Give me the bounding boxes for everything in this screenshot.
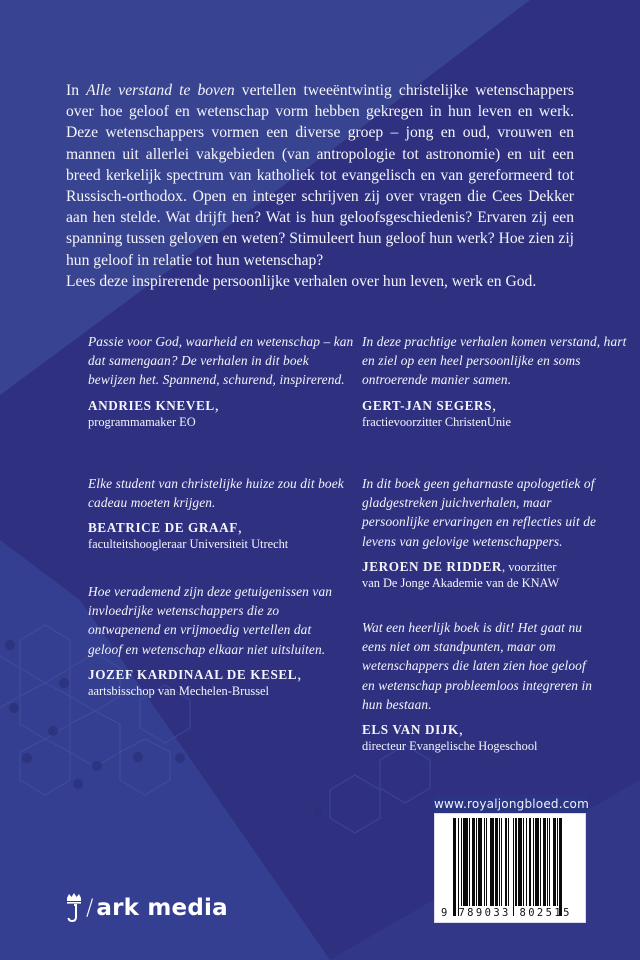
endorsement-quote: Wat een heerlijk boek is dit! Het gaat nu eens niet om standpunten, maar om wetenschappers die laten zien hoe geloof en wetenschap probleemloos integreren in hun bestaan. ELS VAN DIJK, directeur Evangelische Hogeschool bbox=[362, 618, 602, 754]
quote-text: Hoe verademend zijn deze getuigenissen van invloedrijke wetenschappers die zo ontwapenend en vrijmoedig vertellen dat geloof en wetenschap elkaar niet uitsluiten. bbox=[88, 584, 333, 657]
quote-author: JEROEN DE RIDDER bbox=[362, 558, 503, 574]
quote-author-role: fractievoorzitter ChristenUnie bbox=[362, 414, 511, 429]
quote-author: JOZEF KARDINAAL DE KESEL bbox=[88, 666, 298, 682]
endorsement-quote: Hoe verademend zijn deze getuigenissen van invloedrijke wetenschappers die zo ontwapenend en vrijmoedig vertellen dat geloof en wetenschap elkaar niet uitsluiten. JOZEF KARDINAAL DE KESEL, aartsbisschop van Mechelen-Brussel bbox=[88, 584, 333, 698]
crown-j-icon bbox=[64, 892, 84, 924]
barcode-bars-icon bbox=[453, 818, 579, 912]
barcode-block bbox=[434, 795, 589, 923]
blurb bbox=[66, 80, 574, 292]
quote-author-role: faculteitshoogleraar Universiteit Utrecht bbox=[88, 537, 289, 552]
endorsement-quote: Passie voor God, waarheid en wetenschap – kan dat samengaan? De verhalen in dit boek bewijzen het. Spannend, schurend, inspirerend. ANDRIES KNEVEL, programmamaker EO bbox=[88, 332, 358, 430]
isbn-barcode bbox=[434, 813, 586, 923]
isbn-number: 9 789033 802515 bbox=[441, 907, 572, 919]
quote-text: Wat een heerlijk boek is dit! Het gaat nu eens niet om standpunten, maar om wetenschappers die laten zien hoe geloof en wetenschap probleemloos integreren in hun bestaan. bbox=[362, 620, 593, 712]
endorsement-quote: In dit boek geen geharnaste apologetiek of gladgestreken juichverhalen, maar persoonlijke ervaringen en reflecties uit de levens van gelovige wetenschappers. JEROEN DE RIDDER, voorzitter van De Jonge Akademie van de KNAW bbox=[362, 474, 602, 591]
quote-text: In dit boek geen geharnaste apologetiek of gladgestreken juichverhalen, maar persoonlijke ervaringen en reflecties uit de levens van gelovige wetenschappers. bbox=[362, 476, 597, 549]
quote-text: Elke student van christelijke huize zou dit boek cadeau moeten krijgen. bbox=[88, 476, 344, 511]
quote-author-role: aartsbisschop van Mechelen-Brussel bbox=[88, 683, 269, 698]
publisher-logo bbox=[64, 892, 228, 924]
quote-author: ANDRIES KNEVEL bbox=[88, 397, 215, 413]
blurb-closing: Lees deze inspirerende persoonlijke verhalen over hun leven, werk en God. bbox=[66, 272, 537, 290]
quote-author-role: van De Jonge Akademie van de KNAW bbox=[362, 575, 560, 590]
publisher-url: www.royaljongbloed.com bbox=[434, 797, 589, 811]
quote-author: BEATRICE DE GRAAF bbox=[88, 520, 238, 536]
book-title: Alle verstand te boven bbox=[86, 82, 235, 99]
quote-text: In deze prachtige verhalen komen verstand, hart en ziel op een heel persoonlijke en soms ontroerende manier samen. bbox=[362, 334, 627, 388]
quote-author: ELS VAN DIJK bbox=[362, 722, 459, 738]
blurb-paragraph: In Alle verstand te boven vertellen tweeëntwintig christelijke wetenschappers over hoe geloof en wetenschap vorm hebben gekregen in hun leven en werk. Deze wetenschappers vormen een diverse groep – jong en oud, vrouwen en mannen uit allerlei vakgebieden (van antropologie tot astronomie) en uit een breed kerkelijk spectrum van katholiek tot evangelisch en van gereformeerd tot Russisch-orthodox. Open en integer schrijven zij over vragen die Cees Dekker aan hen stelde. Wat drijft hen? Wat is hun geloofsgeschiedenis? Ervaren zij een spanning tussen geloven en weten? Stimuleert hun geloof hun werk? Hoe zien zij hun geloof in relatie tot hun wetenschap? bbox=[66, 82, 574, 269]
endorsement-quote: Elke student van christelijke huize zou dit boek cadeau moeten krijgen. BEATRICE DE GRAAF, faculteitshoogleraar Universiteit Utrecht bbox=[88, 474, 358, 552]
publisher-name: ark media bbox=[96, 895, 228, 921]
quote-author-role: programmamaker EO bbox=[88, 414, 196, 429]
endorsement-quote: In deze prachtige verhalen komen verstand, hart en ziel op een heel persoonlijke en soms ontroerende manier samen. GERT-JAN SEGERS, fractievoorzitter ChristenUnie bbox=[362, 332, 632, 430]
logo-slash: / bbox=[86, 895, 94, 921]
quote-text: Passie voor God, waarheid en wetenschap – kan dat samengaan? De verhalen in dit boek bewijzen het. Spannend, schurend, inspirerend. bbox=[88, 334, 354, 388]
quote-author: GERT-JAN SEGERS bbox=[362, 397, 493, 413]
quote-author-role: directeur Evangelische Hogeschool bbox=[362, 739, 538, 754]
